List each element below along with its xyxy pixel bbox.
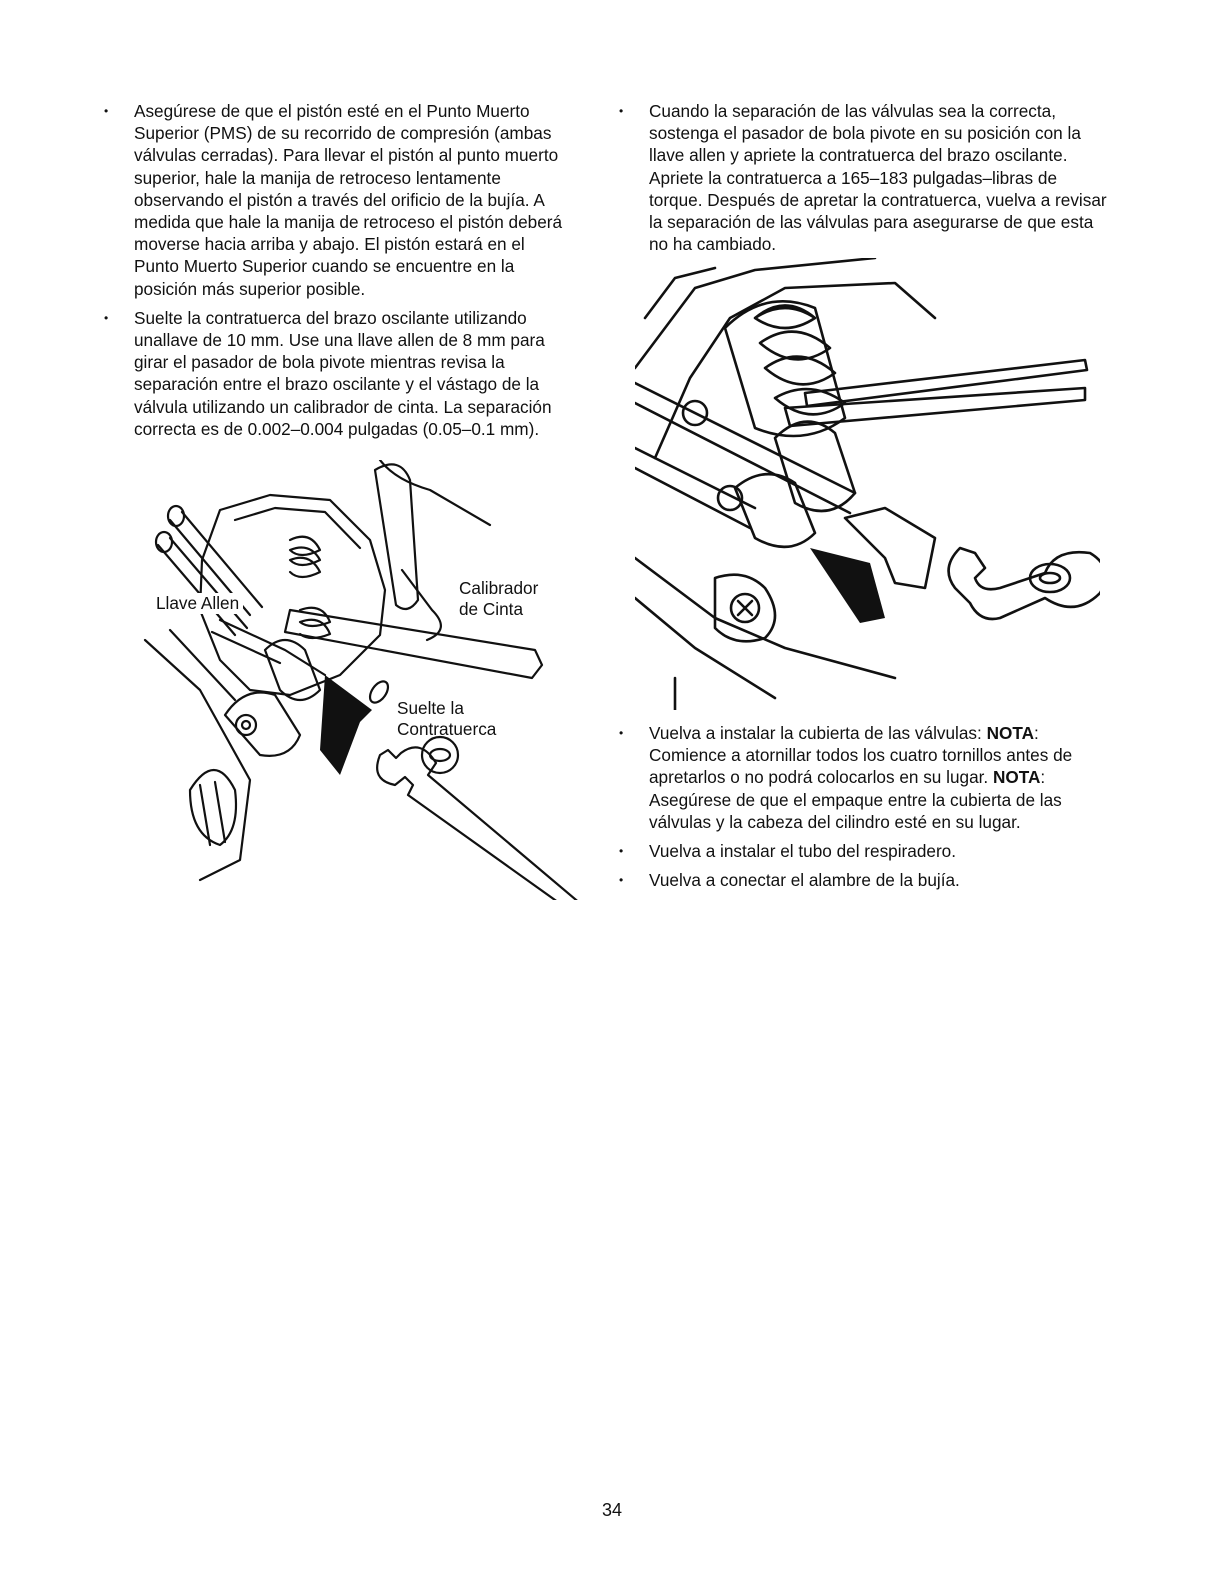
bullet-reinstalar-cubierta: • Vuelva a instalar la cubierta de las válvulas: NOTA: Comience a atornillar todos los cuatro tornillos antes de apretarlos o no podrá colocarlos en su lugar. NOTA: Asegúrese de que el empaque entre la cubierta de las válvulas y la cabeza del cilindro esté en su lugar. — [615, 722, 1115, 833]
page-number: 34 — [601, 1500, 623, 1520]
right-column-top — [615, 100, 1115, 262]
figure-valve-tighten-right — [635, 258, 1100, 710]
bullet-tubo-respiradero: • Vuelva a instalar el tubo del respiradero. — [615, 840, 1115, 862]
right-bullet-list-bottom — [615, 722, 1115, 891]
right-column-bottom — [615, 722, 1115, 898]
bullet-alambre-bujia: • Vuelva a conectar el alambre de la bujía. — [615, 869, 1115, 891]
label-calibrador-de-cinta: Calibrador de Cinta — [459, 578, 539, 619]
valve-illustration-left — [140, 460, 590, 900]
right-bullet-list-top — [615, 100, 1115, 255]
bullet-apriete-contratuerca: • Cuando la separación de las válvulas sea la correcta, sostenga el pasador de bola pivote en su posición con la llave allen y apriete la contratuerca del brazo oscilante. Apriete la contratuerca a 165–183 pulgadas–libras de torque. Después de apretar la contratuerca, vuelva a revisar la separación de las válvulas para asegurarse de que esta no ha cambiado. — [615, 100, 1115, 255]
label-suelte-contratuerca: Suelte la Contratuerca — [397, 698, 497, 739]
bullet-piston-pms: • Asegúrese de que el pistón esté en el Punto Muerto Superior (PMS) de su recorrido de compresión (ambas válvulas cerradas). Para llevar el pistón al punto muerto superior, hale la manija de retroceso lentamente observando el pistón a través del orificio de la bujía. A medida que hale la manija de retroceso el pistón deberá moverse hacia arriba y abajo. El pistón estará en el Punto Muerto Superior cuando se encuentre en la posición más superior posible. — [100, 100, 570, 300]
left-bullet-list — [100, 100, 570, 440]
bullet-suelte-contratuerca: • Suelte la contratuerca del brazo oscilante utilizando unallave de 10 mm. Use una llave allen de 8 mm para girar el pasador de bola pivote mientras revisa la separación entre el brazo oscilante y el vástago de la válvula utilizando un calibrador de cinta. La separación correcta es de 0.002–0.004 pulgadas (0.05–0.1 mm). — [100, 307, 570, 440]
valve-illustration-right — [635, 258, 1100, 710]
nota-label-1: NOTA — [986, 723, 1034, 743]
figure-valve-adjust-left — [140, 460, 590, 900]
left-column — [100, 100, 570, 447]
nota-label-2: NOTA — [992, 767, 1041, 788]
label-llave-allen: Llave Allen — [152, 593, 243, 614]
